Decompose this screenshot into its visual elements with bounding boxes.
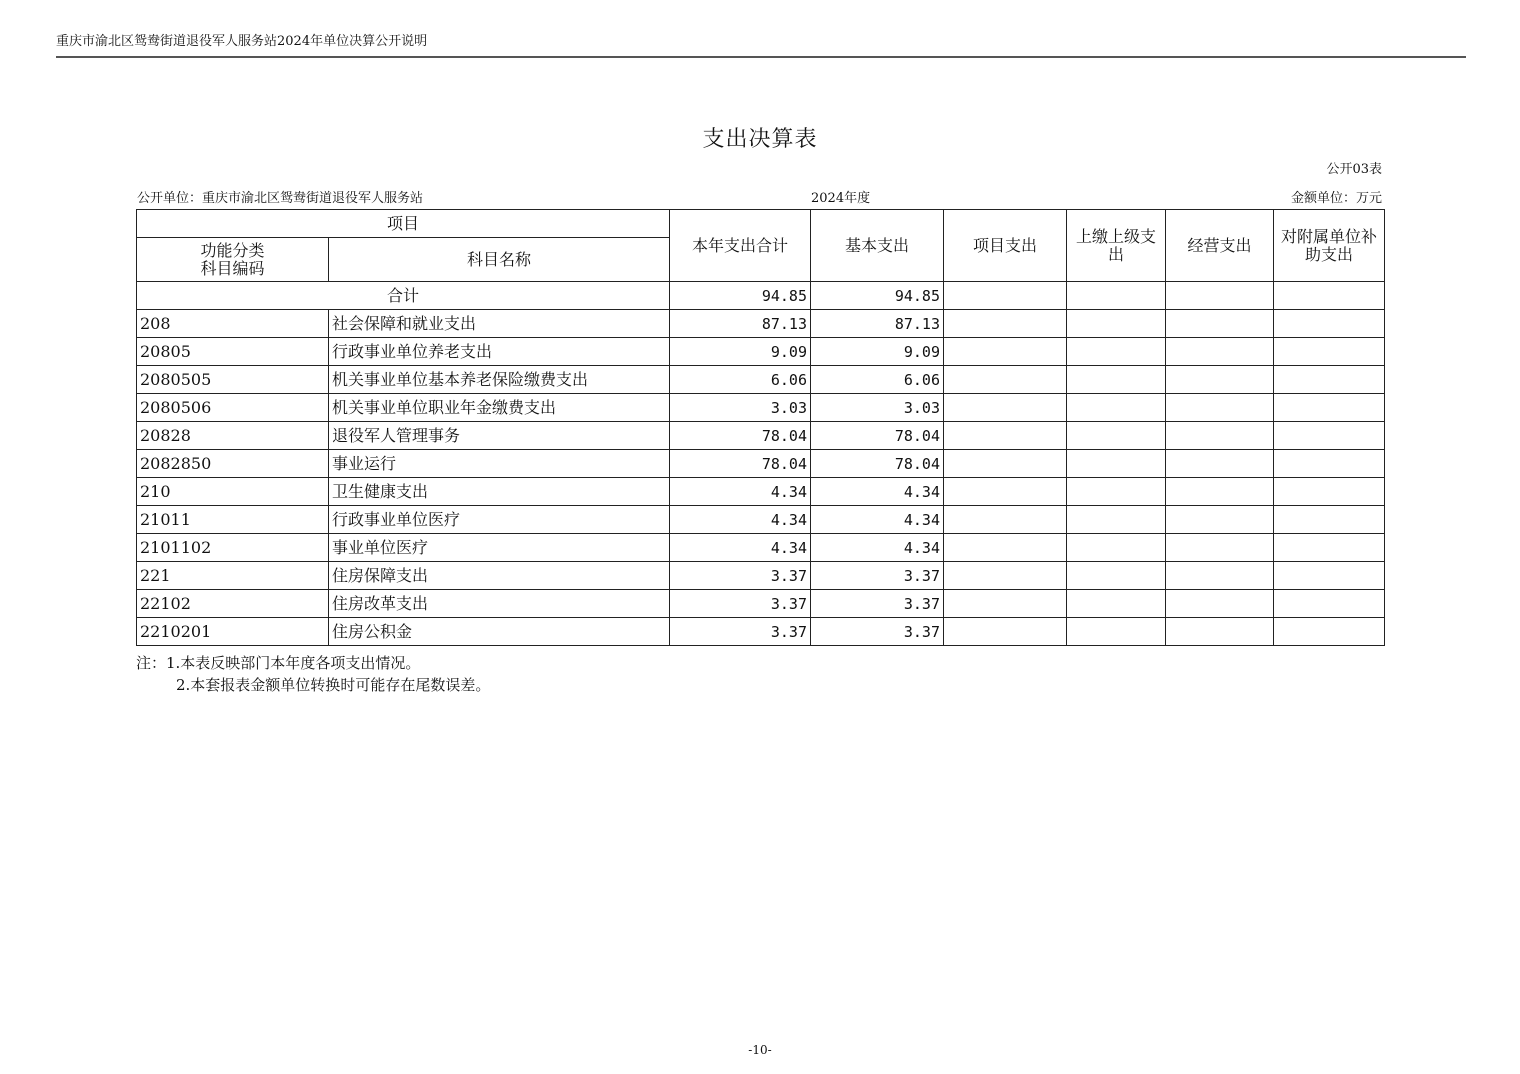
row-upper	[1067, 422, 1166, 450]
row-project	[944, 338, 1067, 366]
row-business	[1166, 506, 1274, 534]
header-total: 本年支出合计	[670, 210, 811, 282]
table-row	[137, 478, 1385, 506]
footnotes	[136, 652, 490, 696]
row-subsidy	[1274, 366, 1385, 394]
total-row	[137, 282, 1385, 310]
row-business	[1166, 534, 1274, 562]
expenditure-table	[136, 209, 1385, 646]
row-code: 208	[137, 310, 329, 338]
row-upper	[1067, 394, 1166, 422]
row-basic: 3.37	[811, 618, 944, 646]
row-total: 78.04	[670, 450, 811, 478]
row-project	[944, 506, 1067, 534]
document-header: 重庆市渝北区鸳鸯街道退役军人服务站2024年单位决算公开说明	[56, 30, 1466, 58]
row-business	[1166, 562, 1274, 590]
row-project	[944, 310, 1067, 338]
reporting-unit: 公开单位：重庆市渝北区鸳鸯街道退役军人服务站	[137, 191, 424, 206]
row-business	[1166, 450, 1274, 478]
row-total: 4.34	[670, 478, 811, 506]
table-row	[137, 366, 1385, 394]
header-project: 项目支出	[944, 210, 1067, 282]
row-name: 事业单位医疗	[329, 534, 670, 562]
row-upper	[1067, 310, 1166, 338]
row-code: 20828	[137, 422, 329, 450]
row-name: 行政事业单位养老支出	[329, 338, 670, 366]
header-business: 经营支出	[1166, 210, 1274, 282]
header-code: 功能分类 科目编码	[137, 238, 329, 282]
table-row	[137, 590, 1385, 618]
table-row	[137, 338, 1385, 366]
row-business	[1166, 590, 1274, 618]
row-upper	[1067, 562, 1166, 590]
row-upper	[1067, 366, 1166, 394]
row-project	[944, 590, 1067, 618]
row-code: 2101102	[137, 534, 329, 562]
row-subsidy	[1274, 310, 1385, 338]
row-total: 4.34	[670, 506, 811, 534]
row-code: 221	[137, 562, 329, 590]
row-code: 20805	[137, 338, 329, 366]
row-total: 3.03	[670, 394, 811, 422]
row-basic: 9.09	[811, 338, 944, 366]
row-total: 6.06	[670, 366, 811, 394]
row-project	[944, 394, 1067, 422]
header-basic: 基本支出	[811, 210, 944, 282]
row-code: 2080505	[137, 366, 329, 394]
row-business	[1166, 310, 1274, 338]
total-amount: 94.85	[670, 282, 811, 310]
row-subsidy	[1274, 534, 1385, 562]
row-total: 78.04	[670, 422, 811, 450]
table-row	[137, 310, 1385, 338]
row-name: 行政事业单位医疗	[329, 506, 670, 534]
row-upper	[1067, 534, 1166, 562]
total-basic: 94.85	[811, 282, 944, 310]
row-total: 3.37	[670, 562, 811, 590]
row-subsidy	[1274, 590, 1385, 618]
row-code: 2210201	[137, 618, 329, 646]
note-1: 注：1.本表反映部门本年度各项支出情况。	[136, 654, 421, 672]
row-upper	[1067, 478, 1166, 506]
row-basic: 3.37	[811, 590, 944, 618]
row-basic: 4.34	[811, 506, 944, 534]
row-subsidy	[1274, 338, 1385, 366]
row-basic: 87.13	[811, 310, 944, 338]
row-upper	[1067, 506, 1166, 534]
row-business	[1166, 366, 1274, 394]
row-basic: 78.04	[811, 450, 944, 478]
row-subsidy	[1274, 422, 1385, 450]
meta-row	[137, 187, 1382, 205]
row-code: 2082850	[137, 450, 329, 478]
row-total: 3.37	[670, 618, 811, 646]
row-basic: 6.06	[811, 366, 944, 394]
table-row	[137, 506, 1385, 534]
row-name: 卫生健康支出	[329, 478, 670, 506]
fiscal-year: 2024年度	[811, 191, 871, 206]
row-subsidy	[1274, 478, 1385, 506]
row-code: 2080506	[137, 394, 329, 422]
table-row	[137, 422, 1385, 450]
row-business	[1166, 422, 1274, 450]
row-project	[944, 366, 1067, 394]
row-name: 机关事业单位基本养老保险缴费支出	[329, 366, 670, 394]
row-basic: 3.37	[811, 562, 944, 590]
row-total: 87.13	[670, 310, 811, 338]
header-item: 项目	[137, 210, 670, 238]
row-name: 住房改革支出	[329, 590, 670, 618]
table-row	[137, 618, 1385, 646]
row-business	[1166, 618, 1274, 646]
row-project	[944, 562, 1067, 590]
row-subsidy	[1274, 618, 1385, 646]
row-name: 退役军人管理事务	[329, 422, 670, 450]
row-name: 事业运行	[329, 450, 670, 478]
table-number: 公开03表	[1326, 162, 1382, 177]
row-business	[1166, 394, 1274, 422]
row-total: 3.37	[670, 590, 811, 618]
row-name: 社会保障和就业支出	[329, 310, 670, 338]
page-number: -10-	[748, 1043, 772, 1057]
row-basic: 78.04	[811, 422, 944, 450]
row-basic: 4.34	[811, 534, 944, 562]
header-subsidy: 对附属单位补助支出	[1274, 210, 1385, 282]
table-row	[137, 394, 1385, 422]
row-project	[944, 422, 1067, 450]
row-basic: 3.03	[811, 394, 944, 422]
row-subsidy	[1274, 394, 1385, 422]
row-code: 210	[137, 478, 329, 506]
row-name: 住房公积金	[329, 618, 670, 646]
row-code: 21011	[137, 506, 329, 534]
row-total: 9.09	[670, 338, 811, 366]
row-project	[944, 618, 1067, 646]
row-upper	[1067, 338, 1166, 366]
row-project	[944, 450, 1067, 478]
table-row	[137, 450, 1385, 478]
row-subsidy	[1274, 450, 1385, 478]
note-2: 2.本套报表金额单位转换时可能存在尾数误差。	[176, 676, 491, 694]
row-subsidy	[1274, 562, 1385, 590]
row-project	[944, 534, 1067, 562]
total-label: 合计	[137, 282, 670, 310]
row-basic: 4.34	[811, 478, 944, 506]
row-total: 4.34	[670, 534, 811, 562]
row-subsidy	[1274, 506, 1385, 534]
row-name: 机关事业单位职业年金缴费支出	[329, 394, 670, 422]
row-name: 住房保障支出	[329, 562, 670, 590]
table-row	[137, 534, 1385, 562]
row-business	[1166, 338, 1274, 366]
header-name: 科目名称	[329, 238, 670, 282]
row-project	[944, 478, 1067, 506]
row-upper	[1067, 590, 1166, 618]
row-upper	[1067, 618, 1166, 646]
table-row	[137, 562, 1385, 590]
row-code: 22102	[137, 590, 329, 618]
row-upper	[1067, 450, 1166, 478]
page-title: 支出决算表	[702, 127, 818, 152]
header-upper: 上缴上级支出	[1067, 210, 1166, 282]
row-business	[1166, 478, 1274, 506]
currency-unit: 金额单位：万元	[1290, 191, 1382, 206]
